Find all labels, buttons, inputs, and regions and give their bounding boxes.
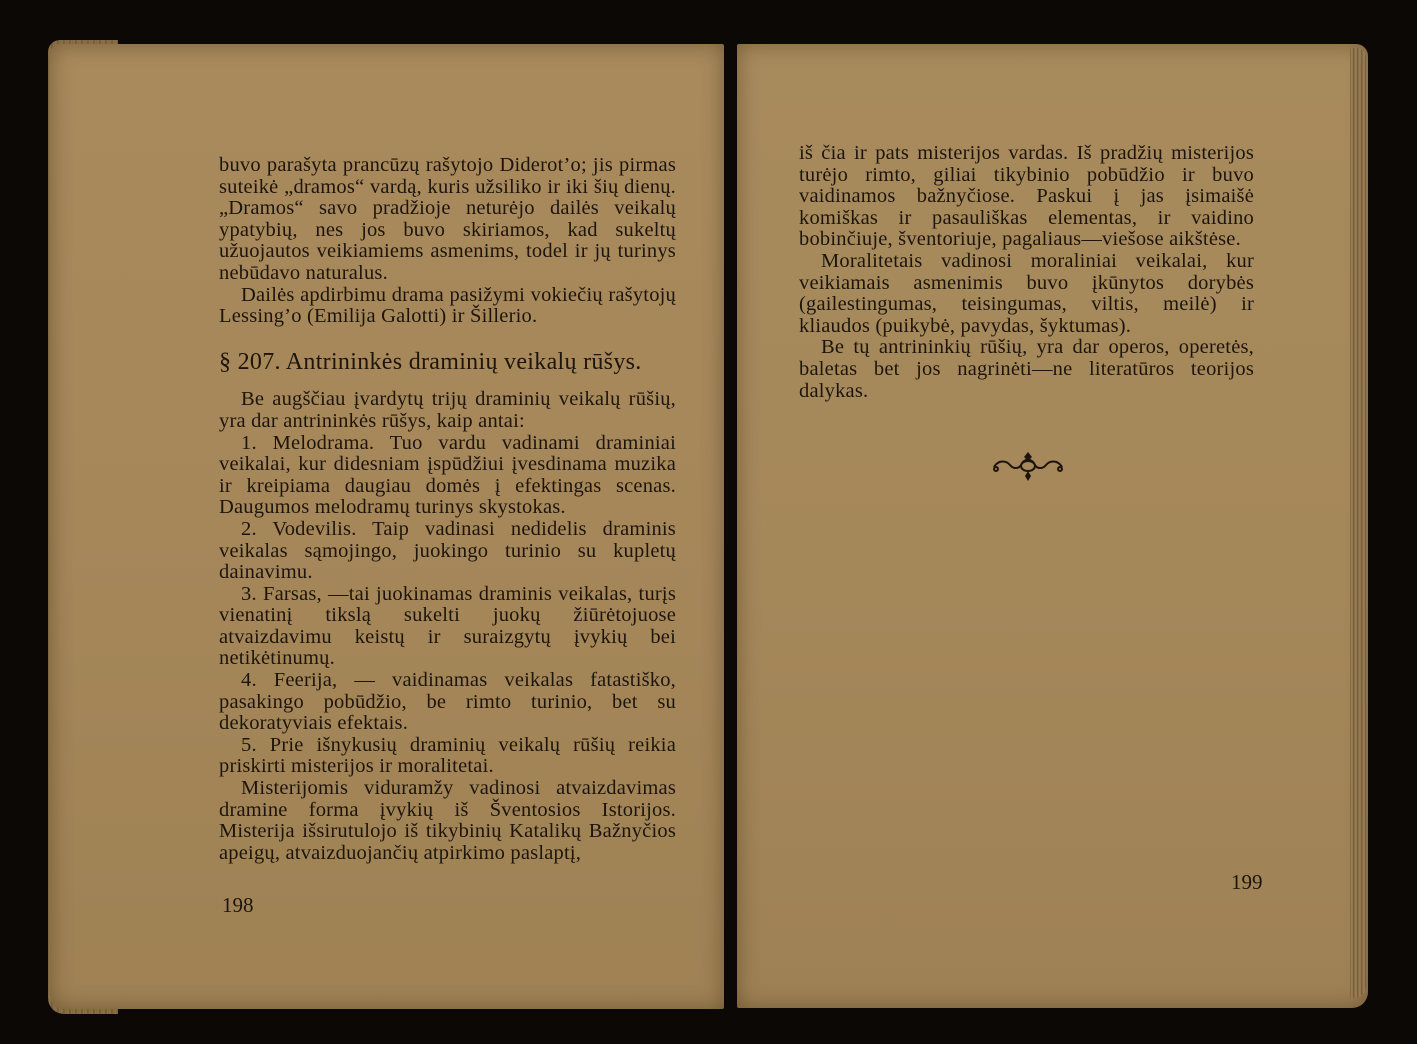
paragraph: Misterijomis viduramžy vadinosi atvaizdavimas dramine forma įvykių iš Šventosios Istorijos. Misterija išsirutulojo iš tikybinių Katalikų Bažnyčios apeigų, atvaizduojančių atpirkimo paslaptį, xyxy=(219,777,676,864)
page-number-right: 199 xyxy=(1231,870,1263,894)
paragraph: Dailės apdirbimu drama pasižymi vokiečių rašytojų Lessing’o (Emilija Galotti) ir Šillerio. xyxy=(219,283,676,328)
paragraph-misterijos: 5. Prie išnykusių draminių veikalų rūšių reikia priskirti misterijos ir moralitetai. xyxy=(219,733,676,778)
section-heading: § 207. Antrininkės draminių veikalų rūšys. xyxy=(219,348,642,375)
paragraph-melodrama: 1. Melodrama. Tuo vardu vadinami draminiai veikalai, kur didesniam įspūdžiui įvesdinama muzika ir kreipiama daugiau domės į efektingas scenas. Daugumos melodramų turinys skystokas. xyxy=(219,431,676,519)
paragraph: Be augščiau įvardytų trijų draminių veikalų rūšių, yra dar antrininkės rūšys, kaip antai: xyxy=(219,388,676,432)
book-page-edges-right xyxy=(1350,48,1366,998)
fleuron-ornament-icon xyxy=(990,450,1066,484)
paragraph: iš čia ir pats misterijos vardas. Iš pradžių misterijos turėjo rimto, giliai tikybinio pobūdžio ir buvo vaidinamos bažnyčiose. Paskui į jas įsimaišė komiškas ir pasauliškas elementas, ir vaidino bobinčiuje, šventoriuje, pagaliaus—viešose aikštėse. xyxy=(799,142,1254,251)
left-page-text xyxy=(219,155,676,864)
paragraph: buvo parašyta prancūzų rašytojo Diderot’o; jis pirmas suteikė „dramos“ vardą, kuris užsiliko ir iki šių dienų. „Dramos“ savo pradžioje neturėjo dailės veikalų ypatybių, nes jos buvo skiriamos, kad sukeltų užuojautos veikiamiems asmenims, todel ir jų turinys nebūdavo naturalus. xyxy=(219,154,676,284)
page-number-left: 198 xyxy=(222,893,254,917)
paragraph-feerija: 4. Feerija, — vaidinamas veikalas fatastiško, pasakingo pobūdžio, be rimto turinio, bet su dekoratyviais efektais. xyxy=(219,669,676,735)
right-page-text xyxy=(799,143,1254,402)
paragraph: Be tų antrininkių rūšių, yra dar operos, operetės, baletas bet jos nagrinėti—ne literatūros teorijos dalykas. xyxy=(799,336,1254,402)
paragraph-farsas: 3. Farsas, —tai juokinamas draminis veikalas, turįs vienatinį tikslą sukelti juokų žiūrėtojuose atvaizdavimu keistų ir suraizgytų įvykių bei netikėtinumų. xyxy=(219,582,676,670)
paragraph: Moralitetais vadinosi moraliniai veikalai, kur veikiamais asmenimis buvo įkūnytos dorybės (gailestingumas, teisingumas, viltis, meilė) ir kliaudos (puikybė, pavydas, šyktumas). xyxy=(799,249,1254,337)
paragraph-vodevilis: 2. Vodevilis. Taip vadinasi nedidelis draminis veikalas sąmojingo, juokingo turinio su kupletų dainavimu. xyxy=(219,517,676,584)
